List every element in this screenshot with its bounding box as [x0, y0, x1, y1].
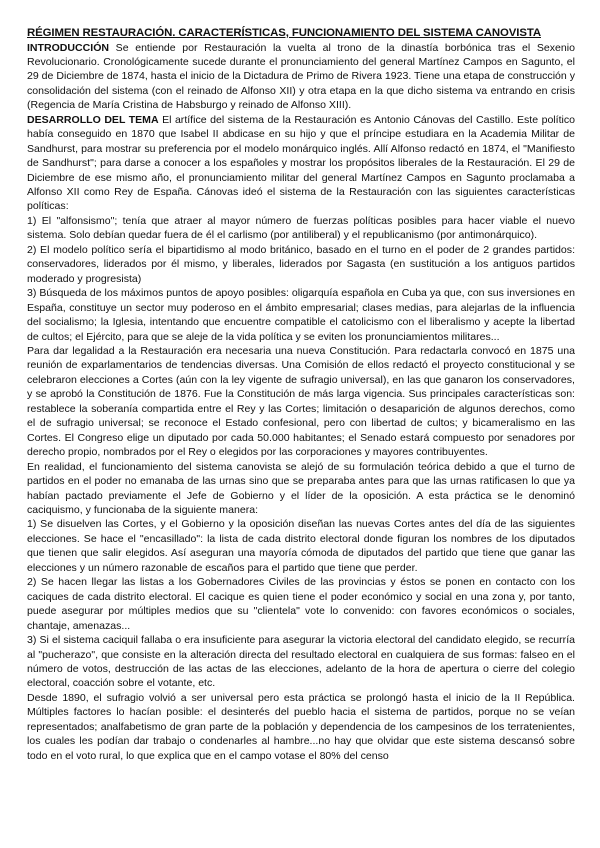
- point-alfonsismo: 1) El "alfonsismo"; tenía que atraer al mayor número de fuerzas políticas posibles para hacer viable el nuevo sistema. Solo debían quedar fuera de él el carlismo (por antiliberal) y el republicanismo (por antimonárquico).: [27, 214, 575, 242]
- document-title: RÉGIMEN RESTAURACIÓN. CARACTERÍSTICAS, FUNCIONAMIENTO DEL SISTEMA CANOVISTA: [27, 27, 541, 39]
- constitution-paragraph: Para dar legalidad a la Restauración era necesaria una nueva Constitución. Para redactarla convocó en 1875 una reunión de exparlamentarios de tendencias diversas. Una Comisión de ellos redactó el proyecto constitucional y se celebraron elecciones a Cortes (aún con la ley vigente de sufragio universal), en las que ganaron los conservadores, y se aprobó la Constitución de 1876. Fue la Constitución de más larga vigencia. Sus principales características son: restablece la soberanía compartida entre el Rey y las Cortes; limitación o desaparición de algunos derechos, como el de sufragio universal; se reconoce el Estado confesional, pero con libertad de cultos; y bicameralismo en las Cortes. El Congreso elige un diputado por cada 50.000 habitantes; el Senado estará compuesto por senadores por derecho propio, nombrados por el Rey o elegidos por las corporaciones y mayores contribuyentes.: [27, 345, 575, 459]
- point-bipartidismo: 2) El modelo político sería el bipartidismo al modo británico, basado en el turno en el poder de 2 grandes partidos: conservadores, liderados por él mismo, y liberales, liderados por Sagasta (en sustitución a los antiguos partidos moderado y progresista): [27, 243, 575, 285]
- sufragio-paragraph: Desde 1890, el sufragio volvió a ser universal pero esta práctica se prolongó hasta el inicio de la II República. Múltiples factores lo hacían posible: el desinterés del pueblo hacia el sistema de partidos, porque no se veían representados; analfabetismo de gran parte de la población y dependencia de los campesinos de los terratenientes, los cuales les podían dar trabajo o condenarles al hambre...no hay que olvidar que este sistema descansó sobre todo en el voto rural, lo que explica que en el campo votase el 80% del censo: [27, 691, 575, 762]
- intro-heading: INTRODUCCIÓN: [27, 41, 110, 54]
- development-text: El artífice del sistema de la Restauración es Antonio Cánovas del Castillo. Este político había conseguido en 1870 que Isabel II abdicase en su hijo y que el príncipe estudiara en la Academia Militar de Sandhurst, para mostrar su preferencia por el modelo monárquico inglés. Allí Alfonso redactó en 1874, el "Manifiesto de Sandhurst"; para darse a conocer a los españoles y mostrar los propósitos liberales de la Restauración. El 29 de Diciembre de ese mismo año, el pronunciamiento militar del general Martínez Campos en Sagunto proclamaba a Alfonso XII como Rey de España. Cánovas ideó el sistema de la Restauración con las siguientes características políticas:: [27, 113, 575, 213]
- development-heading: DESARROLLO DEL TEMA: [27, 113, 159, 126]
- development-paragraph: [27, 113, 575, 214]
- intro-paragraph: [27, 41, 575, 113]
- document-page: [27, 26, 575, 763]
- step-pucherazo: 3) Si el sistema caciquil fallaba o era insuficiente para asegurar la victoria electoral del candidato elegido, se recurría al "pucherazo", que consiste en la alteración directa del resultado electoral en cualquiera de sus formas: falseo en el número de votos, destrucción de las actas de las elecciones, adelanto de la hora de apertura o cierre del colegio electoral, coacción sobre el votante, etc.: [27, 634, 575, 690]
- step-caciques: 2) Se hacen llegar las listas a los Gobernadores Civiles de las provincias y éstos se ponen en contacto con los caciques de cada distrito electoral. El cacique es quien tiene el poder económico y social en una zona y, por tanto, puede asegurar por múltiples medios que su "clientela" vote lo convenido: con favores económicos o sociales, chantaje, amenazas...: [27, 576, 575, 632]
- step-encasillado: 1) Se disuelven las Cortes, y el Gobierno y la oposición diseñan las nuevas Cortes antes del día de las siguientes elecciones. Se hace el "encasillado": la lista de cada distrito electoral donde figuran los nombres de los diputados que tienen que salir elegidos. Así aseguran una mayoría cómoda de diputados del partido que tiene que ganar las elecciones y un número razonable de escaños para el partido que tiene que perder.: [27, 518, 575, 574]
- point-apoyos: 3) Búsqueda de los máximos puntos de apoyo posibles: oligarquía española en Cuba ya que, con sus inversiones en España, constituye un sector muy poderoso en el ámbito empresarial; clases medias, para alejarlas de la influencia del socialismo; la Iglesia, intentando que encuentre compatible el catolicismo con el liberalismo y acepte la libertad de cultos; el Ejército, para que se aleje de la vida política y se eviten los pronunciamientos militares...: [27, 287, 575, 343]
- intro-text: Se entiende por Restauración la vuelta al trono de la dinastía borbónica tras el Sexenio Revolucionario. Cronológicamente sucede durante el pronunciamiento del general Martínez Campos en Sagunto, el 29 de Diciembre de 1874, hasta el inicio de la Dictadura de Primo de Rivera 1923. Tiene una etapa de construcción y consolidación del sistema (con el reinado de Alfonso XII) y otra etapa en la que dicho sistema va entrando en crisis (Regencia de María Cristina de Habsburgo y reinado de Alfonso XIII).: [27, 41, 575, 112]
- caciquismo-paragraph: En realidad, el funcionamiento del sistema canovista se alejó de su formulación teórica debido a que el turno de partidos en el poder no emanaba de las urnas sino que se preparaba antes para que las urnas ratificasen lo que ya habían pactado previamente el Jefe de Gobierno y el líder de la oposición. A esta práctica se le denominó caciquismo, y funcionaba de la siguiente manera:: [27, 460, 575, 516]
